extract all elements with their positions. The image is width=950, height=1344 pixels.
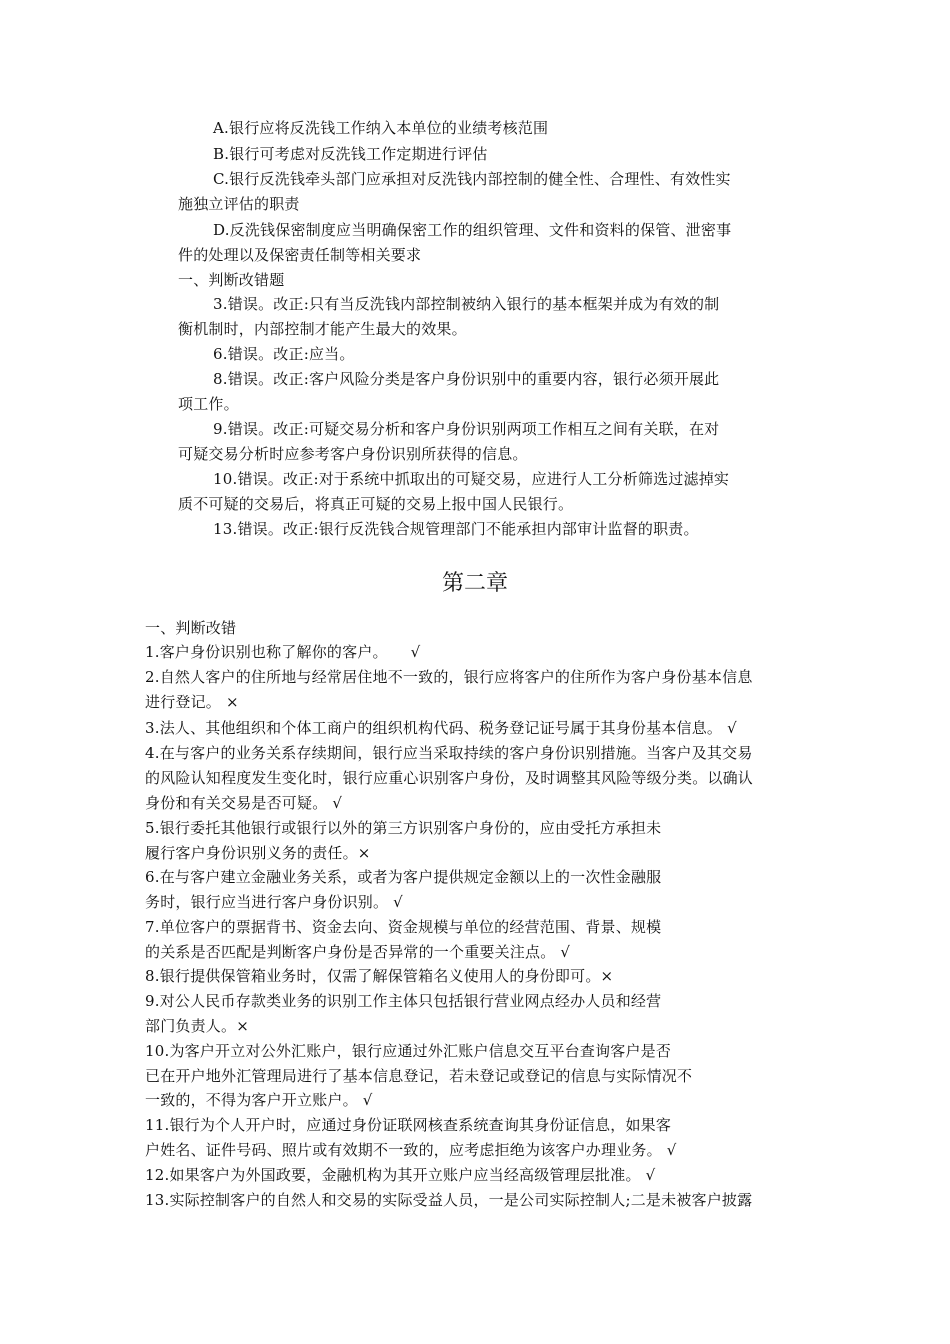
item-9-line-2: 部门负责人。×: [145, 1017, 249, 1035]
item-4-line-3: 身份和有关交易是否可疑。 √: [145, 794, 343, 812]
answer-6-line: 6.错误。改正:应当。: [213, 345, 355, 363]
chapter-title: 第二章: [441, 571, 508, 596]
answer-10-line-1: 10.错误。改正:对于系统中抓取出的可疑交易，应进行人工分析筛选过滤掉实: [213, 470, 730, 488]
option-d-line-2: 件的处理以及保密责任制等相关要求: [178, 246, 422, 264]
option-b-line: B.银行可考虑对反洗钱工作定期进行评估: [213, 145, 488, 163]
item-10-line-3: 一致的，不得为客户开立账户。 √: [145, 1091, 373, 1109]
item-1-line: 1.客户身份识别也称了解你的客户。 √: [145, 643, 421, 661]
item-2-line-1: 2.自然人客户的住所地与经常居住地不一致的，银行应将客户的住所作为客户身份基本信息: [145, 668, 753, 686]
item-7-line-1: 7.单位客户的票据背书、资金去向、资金规模与单位的经营范围、背景、规模: [145, 918, 662, 936]
item-12-line: 12.如果客户为外国政要，金融机构为其开立账户应当经高级管理层批准。 √: [145, 1166, 656, 1184]
item-7-line-2: 的关系是否匹配是判断客户身份是否异常的一个重要关注点。 √: [145, 943, 571, 961]
item-3-line: 3.法人、其他组织和个体工商户的组织机构代码、税务登记证号属于其身份基本信息。 √: [145, 719, 737, 737]
item-4-line-1: 4.在与客户的业务关系存续期间，银行应当采取持续的客户身份识别措施。当客户及其交易: [145, 744, 753, 762]
answer-3-line-1: 3.错误。改正:只有当反洗钱内部控制被纳入银行的基本框架并成为有效的制: [213, 295, 720, 313]
item-5-line-1: 5.银行委托其他银行或银行以外的第三方识别客户身份的，应由受托方承担未: [145, 819, 662, 837]
answer-8-line-2: 项工作。: [178, 395, 239, 413]
item-4-line-2: 的风险认知程度发生变化时，银行应重心识别客户身份，及时调整其风险等级分类。以确认: [145, 769, 754, 787]
answer-8-line-1: 8.错误。改正:客户风险分类是客户身份识别中的重要内容，银行必须开展此: [213, 370, 720, 388]
item-10-line-1: 10.为客户开立对公外汇账户，银行应通过外汇账户信息交互平台查询客户是否: [145, 1042, 672, 1060]
answer-3-line-2: 衡机制时，内部控制才能产生最大的效果。: [178, 320, 467, 338]
item-9-line-1: 9.对公人民币存款类业务的识别工作主体只包括银行营业网点经办人员和经营: [145, 992, 662, 1010]
option-a-line: A.银行应将反洗钱工作纳入本单位的业绩考核范围: [213, 119, 549, 137]
item-8-line: 8.银行提供保管箱业务时，仅需了解保管箱名义使用人的身份即可。×: [145, 967, 614, 985]
item-10-line-2: 已在开户地外汇管理局进行了基本信息登记，若未登记或登记的信息与实际情况不: [145, 1067, 693, 1085]
item-11-line-2: 户姓名、证件号码、照片或有效期不一致的，应考虑拒绝为该客户办理业务。 √: [145, 1141, 677, 1159]
answer-9-line-2: 可疑交易分析时应参考客户身份识别所获得的信息。: [178, 445, 528, 463]
section-heading-judgement: 一、判断改错题: [178, 271, 285, 289]
option-c-line-1: C.银行反洗钱牵头部门应承担对反洗钱内部控制的健全性、合理性、有效性实: [213, 170, 731, 188]
item-2-line-2: 进行登记。 ×: [145, 693, 239, 711]
option-c-line-2: 施独立评估的职责: [178, 195, 300, 213]
item-11-line-1: 11.银行为个人开户时，应通过身份证联网核查系统查询其身份证信息，如果客: [145, 1116, 672, 1134]
section-heading-judgement-2: 一、判断改错: [145, 619, 237, 637]
item-6-line-2: 务时，银行应当进行客户身份识别。 √: [145, 893, 403, 911]
option-d-line-1: D.反洗钱保密制度应当明确保密工作的组织管理、文件和资料的保管、泄密事: [213, 221, 732, 239]
item-5-line-2: 履行客户身份识别义务的责任。×: [145, 844, 371, 862]
answer-10-line-2: 质不可疑的交易后，将真正可疑的交易上报中国人民银行。: [178, 495, 574, 513]
answer-9-line-1: 9.错误。改正:可疑交易分析和客户身份识别两项工作相互之间有关联，在对: [213, 420, 720, 438]
item-13-line-1: 13.实际控制客户的自然人和交易的实际受益人员，一是公司实际控制人;二是未被客户披露: [145, 1191, 753, 1209]
answer-13-line: 13.错误。改正:银行反洗钱合规管理部门不能承担内部审计监督的职责。: [213, 520, 699, 538]
item-6-line-1: 6.在与客户建立金融业务关系，或者为客户提供规定金额以上的一次性金融服: [145, 868, 662, 886]
